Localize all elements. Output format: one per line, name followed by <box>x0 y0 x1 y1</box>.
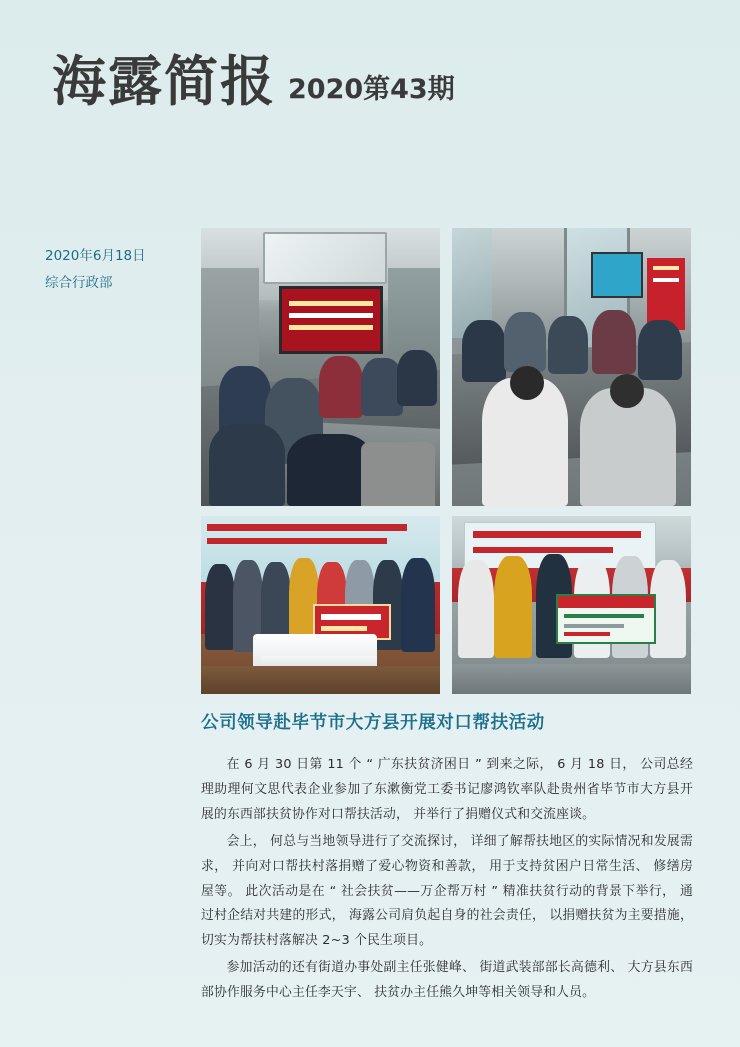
floor-decor <box>452 664 691 694</box>
article-paragraph: 在 6 月 30 日第 11 个 “ 广东扶贫济困日 ” 到来之际， 6 月 18 日， 公司总经理助理何文思代表企业参加了东漱衡党工委书记廖鸿钦率队赴贵州省毕节市大方县开展的东西部扶贫协作对口帮扶活动， 并举行了捐赠仪式和交流座谈。 <box>201 756 693 822</box>
donation-cheque-decor <box>556 594 656 644</box>
projection-screen-decor <box>279 286 383 354</box>
photo-meeting-room-right <box>452 228 691 506</box>
attendee-decor <box>548 316 588 374</box>
attendee-decor <box>638 320 682 380</box>
photo-meeting-room-wide <box>201 228 440 506</box>
attendee-decor <box>462 320 506 382</box>
masthead-title: 海露简报 <box>52 50 276 113</box>
attendee-decor <box>592 310 636 374</box>
article-body <box>201 712 693 1008</box>
photo-row-top <box>201 228 691 506</box>
attendee-decor <box>504 312 546 372</box>
photo-donation-group <box>201 516 440 694</box>
photo-row-bottom <box>201 516 691 694</box>
article-headline: 公司领导赴毕节市大方县开展对口帮扶活动 <box>201 713 545 733</box>
photo-grid <box>201 228 691 704</box>
attendee-decor <box>397 350 437 406</box>
participant-decor <box>205 564 235 650</box>
masthead-issue: 2020第43期 <box>288 74 455 105</box>
chair-decor <box>361 442 435 506</box>
article-paragraph: 参加活动的还有街道办事处副主任张健峰、 街道武装部部长高德利、 大方县东西部协作服务中心主任李天宇、 扶贫办主任熊久坤等相关领导和人员。 <box>201 960 693 1001</box>
meta-block <box>45 243 146 297</box>
participant-decor <box>401 558 435 652</box>
table-decor <box>201 666 440 694</box>
skylight-decor <box>263 232 387 284</box>
head-decor <box>510 366 544 400</box>
head-decor <box>610 374 644 408</box>
article-paragraph: 会上， 何总与当地领导进行了交流探讨， 详细了解帮扶地区的实际情况和发展需求， 并向对口帮扶村落捐赠了爱心物资和善款， 用于支持贫困户日常生活、 修缮房屋等。 此次活动是在 “ 社会扶贫——万企帮万村 ” 精准扶贫行动的背景下举行， 通过村企结对共建的形式， 海露公司肩负起自身的社会责任， 以捐赠扶贫为主要措施， 切实为帮扶村落解决 2~3 个民生项目。 <box>201 833 693 949</box>
photo-cheque-presentation <box>452 516 691 694</box>
attendee-decor <box>209 424 285 506</box>
publish-date: 2020年6月18日 <box>45 248 146 264</box>
masthead <box>52 50 455 113</box>
participant-decor <box>458 560 494 658</box>
display-screen-decor <box>591 252 643 298</box>
attendee-decor <box>319 356 363 418</box>
participant-decor <box>494 556 532 658</box>
department-name: 综合行政部 <box>45 275 113 291</box>
